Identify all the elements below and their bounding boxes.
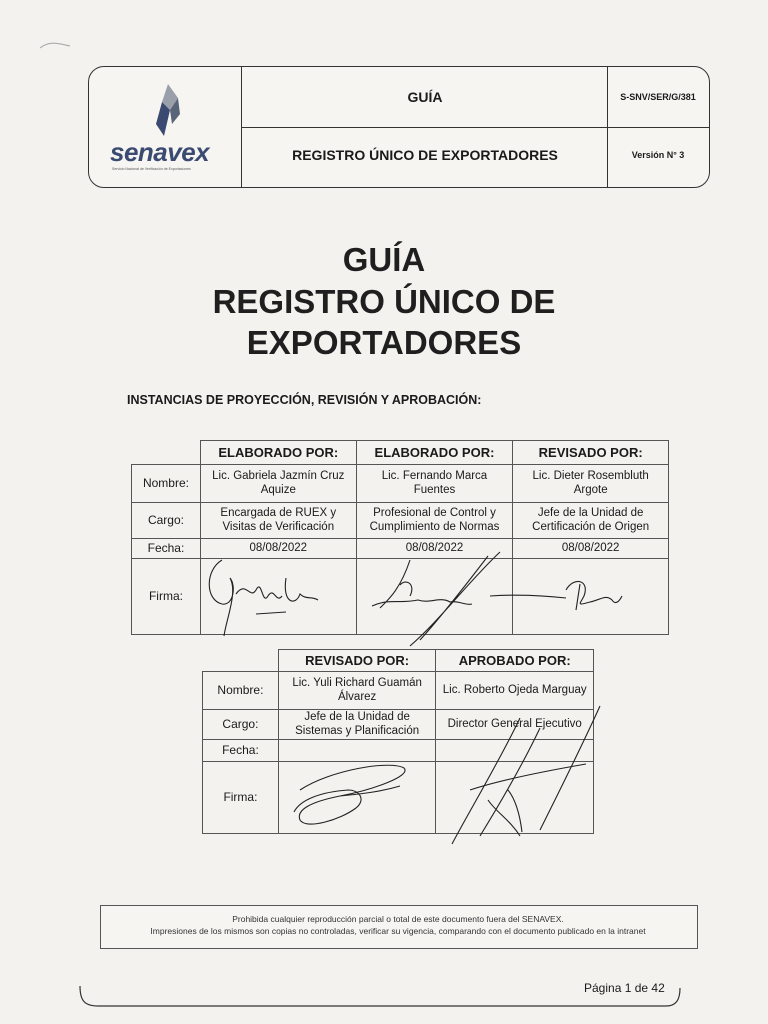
column-header: REVISADO POR: — [278, 650, 436, 672]
row-label-fecha: Fecha: — [132, 539, 201, 559]
signature-ojeda — [452, 706, 600, 844]
nombre-cell: Lic. Roberto Ojeda Marguay — [436, 672, 594, 710]
cargo-cell: Jefe de la Unidad de Sistemas y Planificación — [278, 710, 436, 740]
signature-guaman — [294, 765, 405, 824]
nombre-cell: Lic. Dieter Rosembluth Argote — [513, 465, 669, 503]
header-doc-code: S-SNV/SER/G/381 — [620, 92, 696, 102]
signature-marca — [372, 552, 500, 646]
row-label-nombre: Nombre: — [132, 465, 201, 503]
nombre-cell: Lic. Gabriela Jazmín Cruz Aquize — [200, 465, 356, 503]
row-label-firma: Firma: — [203, 762, 279, 834]
section-heading: INSTANCIAS DE PROYECCIÓN, REVISIÓN Y APROBACIÓN: — [127, 393, 482, 407]
fecha-cell: 08/08/2022 — [200, 539, 356, 559]
cargo-cell: Jefe de la Unidad de Certificación de Origen — [513, 503, 669, 539]
column-header: REVISADO POR: — [513, 441, 669, 465]
signature-cruz — [209, 560, 318, 636]
footer-notice-line-1: Prohibida cualquier reproducción parcial o total de este documento fuera del SENAVEX. — [232, 914, 564, 924]
signature-rosembluth — [490, 581, 622, 610]
cargo-cell: Director General Ejecutivo — [436, 710, 594, 740]
logo-subtitle: Servicio Nacional de Verificación de Exportaciones — [112, 167, 191, 171]
row-label-fecha: Fecha: — [203, 740, 279, 762]
page-number: Página 1 de 42 — [584, 981, 665, 995]
fecha-cell: 08/08/2022 — [513, 539, 669, 559]
row-label-cargo: Cargo: — [203, 710, 279, 740]
row-label-firma: Firma: — [132, 559, 201, 635]
cargo-cell: Encargada de RUEX y Visitas de Verificación — [200, 503, 356, 539]
header-doc-title: REGISTRO ÚNICO DE EXPORTADORES — [292, 147, 558, 163]
cargo-cell: Profesional de Control y Cumplimiento de Normas — [356, 503, 513, 539]
column-header: ELABORADO POR: — [200, 441, 356, 465]
header-doc-version: Versión N° 3 — [631, 150, 685, 160]
row-label-nombre: Nombre: — [203, 672, 279, 710]
logo-wordmark: senavex — [110, 137, 210, 167]
header-doc-type: GUÍA — [407, 89, 443, 105]
footer-notice-line-2: Impresiones de los mismos son copias no controladas, verificar su vigencia, comparando con el documento publicado en la intranet — [150, 926, 646, 936]
nombre-cell: Lic. Yuli Richard Guamán Álvarez — [278, 672, 436, 710]
row-label-cargo: Cargo: — [132, 503, 201, 539]
page-title-line-2: REGISTRO ÚNICO DE — [212, 283, 556, 320]
column-header: APROBADO POR: — [436, 650, 594, 672]
column-header: ELABORADO POR: — [356, 441, 513, 465]
page-title-line-3: EXPORTADORES — [246, 324, 522, 361]
page-title-line-1: GUÍA — [342, 241, 426, 278]
nombre-cell: Lic. Fernando Marca Fuentes — [356, 465, 513, 503]
fecha-cell: 08/08/2022 — [356, 539, 513, 559]
